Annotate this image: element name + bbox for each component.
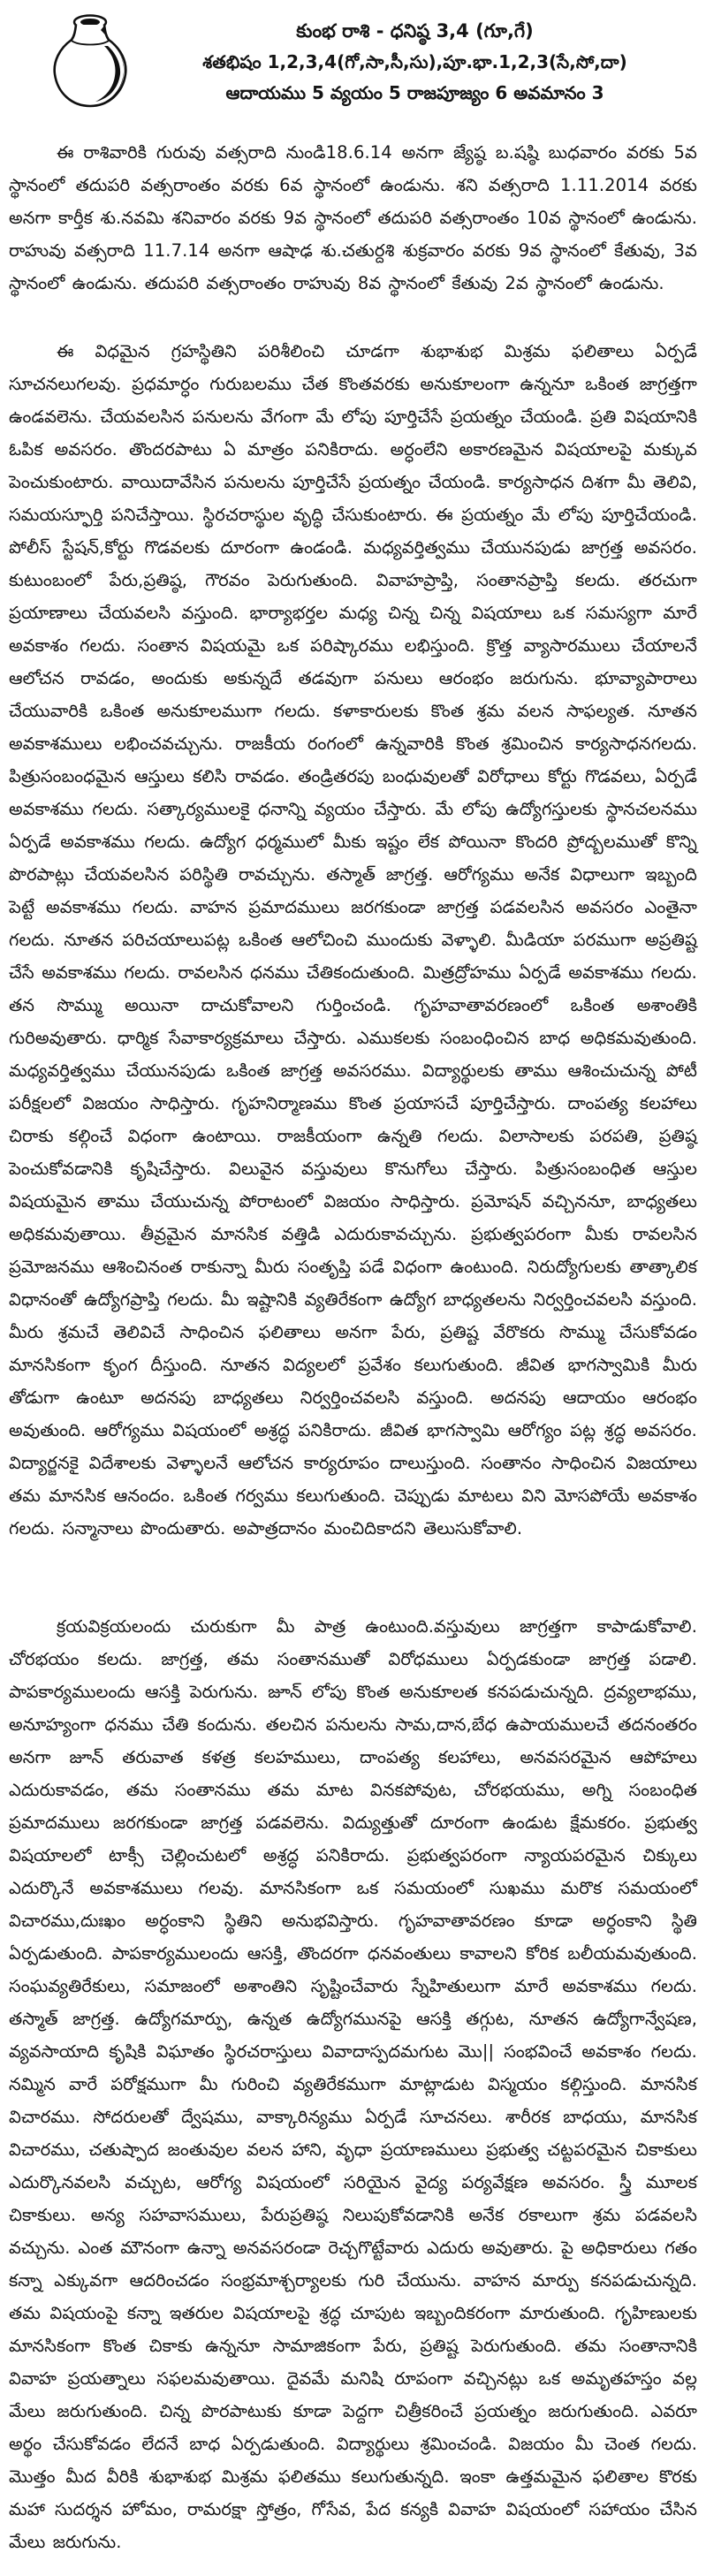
rasi-header [7, 9, 699, 113]
horoscope-text-body [7, 136, 699, 2558]
paragraph-graha-positions: ఈ రాశివారికి గురువు వత్సరాది నుండి18.6.14 అనగా జ్యేష్ఠ బ.షష్ఠి బుధవారం వరకు 5వ స్థానంలో తదుపరి వత్సరాంతం వరకు 6వ స్థానంలో ఉండును. శని వత్సరాది 1.11.2014 వరకు అనగా కార్తీక శు.నవమి శనివారం వరకు 9వ స్థానంలో తదుపరి వత్సరాంతం 10వ స్థానంలో ఉండును. రాహువు వత్సరాది 11.7.14 అనగా ఆషాఢ శు.చతుర్దశి శుక్రవారం వరకు 9వ స్థానంలో కేతువు, 3వ స్థానంలో ఉండును. తదుపరి వత్సరాంతం రాహువు 8వ స్థానంలో కేతువు 2వ స్థానంలో ఉండును. [9, 142, 697, 293]
paragraph-first-half-predictions: ఈ విధమైన గ్రహస్థితిని పరిశీలించి చూడగా శుభాశుభ మిశ్రమ ఫలితాలు ఏర్పడే సూచనలుగలవు. ప్రధమార్ధం గురుబలము చేత కొంతవరకు అనుకూలంగా ఉన్ననూ ఒకింత జాగ్రత్తగా ఉండవలెను. చేయవలసిన పనులను వేగంగా మే లోపు పూర్తిచేసే ప్రయత్నం చేయండి. ప్రతి విషయానికి ఓపిక అవసరం. తొందరపాటు ఏ మాత్రం పనికిరాదు. అర్ధంలేని అకారణమైన విషయాలపై మక్కువ పెంచుకుంటారు. వాయిదావేసిన పనులను పూర్తిచేసే ప్రయత్నం చేయండి. కార్యసాధన దిశగా మీ తెలివి, సమయస్ఫూర్తి పనిచేస్తాయి. స్థిరచరాస్థుల వృద్ధి చేసుకుంటారు. ఈ ప్రయత్నం మే లోపు పూర్తిచేయండి. పోలీస్ స్టేషన్,కోర్టు గొడవలకు దూరంగా ఉండండి. మధ్యవర్తిత్వము చేయునపుడు జాగ్రత్త అవసరం. కుటుంబంలో పేరు,ప్రతిష్ఠ, గౌరవం పెరుగుతుంది. వివాహప్రాప్తి, సంతానప్రాప్తి కలదు. తరచుగా ప్రయాణాలు చేయవలసి వస్తుంది. భార్యాభర్తల మధ్య చిన్న చిన్న విషయాలు ఒక సమస్యగా మారే అవకాశం గలదు. సంతాన విషయమై ఒక పరిష్కారము లభిస్తుంది. క్రొత్త వ్యాసారములు చేయాలనే ఆలోచన రావడం, అందుకు అకున్నదే తడవుగా పనులు ఆరంభం జరుగును. భూవ్యాపారాలు చేయువారికి ఒకింత అనుకూలముగా గలదు. కళాకారులకు కొంత శ్రమ వలన సాఫల్యత. నూతన అవకాశములు లభించవచ్చును. రాజకీయ రంగంలో ఉన్నవారికి కొంత శ్రమించిన కార్యసాధనగలదు. పిత్రుసంబంధమైన ఆస్తులు కలిసి రావడం. తండ్రితరపు బంధువులతో విరోధాలు కోర్టు గొడవలు, ఏర్పడే అవకాశము గలదు. సత్కార్యములకై ధనాన్ని వ్యయం చేస్తారు. మే లోపు ఉద్యోగస్తులకు స్థానచలనము ఏర్పడే అవకాశము గలదు. ఉద్యోగ ధర్మములో మీకు ఇష్టం లేక పోయినా కొందరి ప్రోద్బలముతో కొన్ని పొరపాట్లు చేయవలసిన పరిస్థితి రావచ్చును. తస్మాత్ జాగ్రత్త. ఆరోగ్యము అనేక విధాలుగా ఇబ్బంది పెట్టే అవకాశము గలదు. వాహన ప్రమాదములు జరగకుండా జాగ్రత్త పడవలసిన అవసరం ఎంతైనా గలదు. నూతన పరిచయాలుపట్ల ఒకింత ఆలోచించి ముందుకు వెళ్ళాలి. మీడియా పరముగా అప్రతిష్ట చేసే అవకాశము గలదు. రావలసిన ధనము చేతికందుతుంది. మిత్రద్రోహము ఏర్పడే అవకాశము గలదు. తన సొమ్ము అయినా దాచుకోవాలని గుర్తించండి. గృహవాతావరణంలో ఒకింత అశాంతికి గురిఅవుతారు. ధార్మిక సేవాకార్యక్రమాలు చేస్తారు. ఎముకలకు సంబంధించిన బాధ అధికమవుతుంది. మధ్యవర్తిత్వము చేయునపుడు ఒకింత జాగ్రత్త అవసరము. విద్యార్థులకు తాము ఆశించుచున్న పోటీ పరీక్షలలో విజయం సాధిస్తారు. గృహనిర్మాణము కొంత ప్రయాసచే పూర్తిచేస్తారు. దాంపత్య కలహాలు చిరాకు కల్గించే విధంగా ఉంటాయి. రాజకీయంగా ఉన్నతి గలదు. విలాసాలకు పరపతి, ప్రతిష్ఠ పెంచుకోవడానికి కృషిచేస్తారు. విలువైన వస్తువులు కొనుగోలు చేస్తారు. పిత్రుసంబంధిత ఆస్తుల విషయమైన తాము చేయుచున్న పోరాటంలో విజయం సాధిస్తారు. ప్రమోషన్ వచ్చిననూ, బాధ్యతలు అధికమవుతాయి. తీవ్రమైన మానసిక వత్తిడి ఎదురుకావచ్చును. ప్రభుత్వపరంగా మీకు రావలసిన ప్రమోజనము ఆశించినంత రాకున్నా మీరు సంతృప్తి పడే విధంగా ఉంటుంది. నిరుద్యోగులకు తాత్కాలిక విధానంతో ఉద్యోగప్రాప్తి గలదు. మీ ఇష్టానికి వ్యతిరేకంగా ఉద్యోగ బాధ్యతలను నిర్వర్తించవలసి వస్తుంది. మీరు శ్రమచే తెలివిచే సాధించిన ఫలితాలు అనగా పేరు, ప్రతిష్ట వేరొకరు సొమ్ము చేసుకోవడం మానసికంగా కృంగ దీస్తుంది. నూతన విద్యలలో ప్రవేశం కలుగుతుంది. జీవిత భాగస్వామికి మీరు తోడుగా ఉంటూ అదనపు బాధ్యతలు నిర్వర్తించవలసి వస్తుంది. అదనపు ఆదాయం ఆరంభం అవుతుంది. ఆరోగ్యము విషయంలో అశ్రద్ధ పనికిరాదు. జీవిత భాగస్వామి ఆరోగ్యం పట్ల శ్రద్ధ అవసరం. విద్యార్జనకై విదేశాలకు వెళ్ళాలనే ఆలోచన కార్యరూపం దాలుస్తుంది. సంతానం సాధించిన విజయాలు తమ మానసిక ఆనందం. ఒకింత గర్వము కలుగుతుంది. చెప్పుడు మాటలు విని మోసపోయే అవకాశం గలదు. సన్మానాలు పొందుతారు. అపాత్రదానం మంచిదికాదని తెలుసుకోవాలి. [9, 341, 697, 1539]
rasi-title: కుంభ రాశి - ధనిష్ఠ 3,4 (గూ,గే) [296, 20, 534, 42]
rasi-nakshatra-line: శతభిషం 1,2,3,4(గో,సా,సీ,సు),పూ.భా.1,2,3(సే,సో,దా) [202, 51, 627, 72]
rasi-ayavyaya-line: ఆదాయము 5 వ్యయం 5 రాజపూజ్యం 6 అవమానం 3 [225, 82, 604, 103]
paragraph-second-half-predictions: క్రయవిక్రయలందు చురుకుగా మీ పాత్ర ఉంటుంది.వస్తువులు జాగ్రత్తగా కాపాడుకోవాలి. చోరభయం కలదు. జాగ్రత్త, తమ సంతానముతో విరోధములు ఏర్పడకుండా జాగ్రత్త పడాలి. పాపకార్యములందు ఆసక్తి పెరుగును. జూన్ లోపు కొంత అనుకూలత కనపడుచున్నది. ద్రవ్యలాభము, అనూహ్యంగా ధనము చేతి కందును. తలచిన పనులను సామ,దాన,బేధ ఉపాయములచే తదనంతరం అనగా జూన్ తరువాత కళత్ర కలహములు, దాంపత్య కలహాలు, అనవసరమైన ఆపోహలు ఎదురుకావడం, తమ సంతానము తమ మాట వినకపోవుట, చోరభయము, అగ్ని సంబంధిత ప్రమాదములు జరగకుండా జాగ్రత్త పడవలెను. విద్యుత్తుతో దూరంగా ఉండుట క్షేమకరం. ప్రభుత్వ విషయాలలో టాక్సీ చెల్లించుటలో అశ్రద్ధ పనికిరాదు. ప్రభుత్వపరంగా న్యాయపరమైన చిక్కులు ఎదుర్కొనే అవకాశములు గలవు. మానసికంగా ఒక సమయంలో సుఖము మరొక సమయంలో విచారము,దుఃఖం అర్ధంకాని స్థితిని అనుభవిస్తారు. గృహవాతావరణం కూడా అర్ధంకాని స్థితి ఏర్పడుతుంది. పాపకార్యములందు ఆసక్తి, తొందరగా ధనవంతులు కావాలని కోరిక బలీయమవుతుంది. సంఘవ్యతిరేకులు, సమాజంలో అశాంతిని సృష్టించేవారు స్నేహితులుగా మారే అవకాశము గలదు. తస్మాత్ జాగ్రత్త. ఉద్యోగమార్పు, ఉన్నత ఉద్యోగమునపై ఆసక్తి తగ్గుట, నూతన ఉద్యోగాన్వేషణ, వ్యవసాయాది కృషికి విఘాతం స్థిరచరాస్తులు వివాదాస్పదమగుట మొ|| సంభవించే అవకాశం గలదు. నమ్మిన వారే పరోక్షముగా మీ గురించి వ్యతిరేకముగా మాట్లాడుట విస్మయం కల్గిస్తుంది. మానసిక విచారము. సోదరులతో ద్వేషము, వాక్కారిన్యము ఏర్పడే సూచనలు. శారీరక బాధయు, మానసిక విచారము, చతుష్పాద జంతువుల వలన హాని, వృధా ప్రయాణములు ప్రభుత్వ చట్టపరమైన చికాకులు ఎదుర్కొనవలసి వచ్చుట, ఆరోగ్య విషయంలో సరియైన వైద్య పర్యవేక్షణ అవసరం. స్త్రీ మూలక చికాకులు. అన్య సహవాసములు, పేరుప్రతిష్ఠ నిలుపుకోవడానికి అనేక రకాలుగా శ్రమ పడవలసి వచ్చును. ఎంత మౌనంగా ఉన్నా అనవసరండా రెచ్చగొట్టేవారు ఎదురు అవుతారు. పై అధికారులు గతం కన్నా ఎక్కువగా ఆదరించడం సంభ్రమాశ్చర్యాలకు గురి చేయును. వాహన మార్పు కనపడుచున్నది. తమ విషయంపై కన్నా ఇతరుల విషయాలపై శ్రద్ధ చూపుట ఇబ్బందికరంగా మారుతుంది. గృహిణులకు మానసికంగా కొంత చికాకు ఉన్ననూ సామాజికంగా పేరు, ప్రతిష్ట పెరుగుతుంది. తమ సంతానానికి వివాహ ప్రయత్నాలు సఫలమవుతాయి. దైవమే మనిషి రూపంగా వచ్చినట్లు ఒక అమృతహస్తం వల్ల మేలు జరుగుతుంది. చిన్న పొరపాటుకు కూడా పెద్దగా చిత్రీకరించే ప్రయత్నం జరుగుతుంది. ఎవరూ అర్థం చేసుకోవడం లేదనే బాధ ఏర్పడుతుంది. విద్యార్థులు శ్రమించండి. విజయం మీ చెంత గలదు. మొత్తం మీద వీరికి శుభాశుభ మిశ్రమ ఫలితము కలుగుతున్నది. ఇంకా ఉత్తమమైన ఫలితాల కొరకు మహా సుదర్శన హోమం, రామరక్షా స్తోత్రం, గోసేవ, పేద కన్యకి వివాహ విషయంలో సహాయం చేసిన మేలు జరుగును. [9, 1616, 697, 2552]
kumbha-pot-icon [49, 11, 131, 110]
